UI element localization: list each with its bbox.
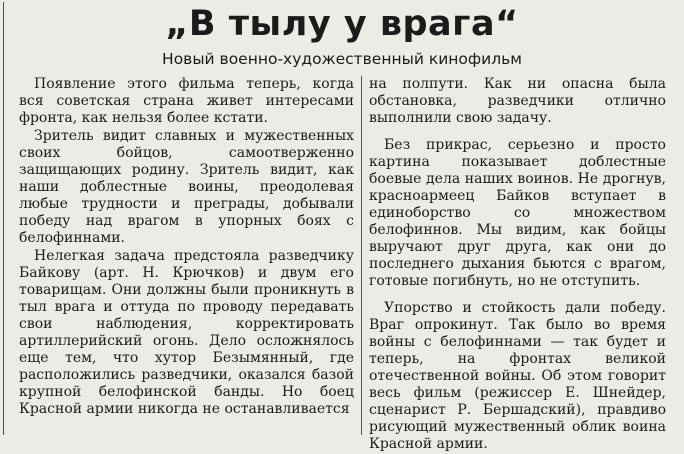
paragraph-heroes: Зритель видит славных и мужественных своих бойцов, самоотверженно защищающих родину. Зритель видит, как наши доблестные воины, преодолевая любые трудности и преграды, добывали победу над врагом в упорных боях с белофиннами.	[19, 128, 354, 246]
left-column	[19, 76, 354, 419]
article-title: „В тылу у врага“	[165, 4, 519, 44]
right-column	[369, 76, 666, 454]
paragraph-victory: Упорство и стойкость дали победу. Враг опрокинут. Так было во время войны с белофиннами — так будет и теперь, на фронтах великой отечественной войны. Об этом говорит весь фильм (режиссер Е. Шнейдер, сценарист Р. Бершадский), правдиво рисующий мужественный облик воина Красной армии.	[369, 300, 666, 452]
paragraph-continuation: на полпути. Как ни опасна была обстановка, разведчики отлично выполнили свою задачу.	[369, 76, 666, 126]
paragraph-mission: Нелегкая задача предстояла разведчику Байкову (арт. Н. Крючков) и двум его товарищам. Они должны были проникнуть в тыл врага и оттуда по проводу передавать свои наблюдения, корректировать артиллерийский огонь. Дело осложнялось еще тем, что хутор Безымянный, где расположились разведчики, оказался базой крупной белофинской банды. Но боец Красной армии никогда не останавливается	[19, 248, 354, 417]
paragraph-combat: Без прикрас, серьезно и просто картина показывает доблестные боевые дела наших воинов. Не дрогнув, красноармеец Байков вступает в единоборство со множеством белофиннов. Мы видим, как бойцы выручают друг друга, как они до последнего дыхания бьются с врагом, готовые погибнуть, но не отступить.	[369, 137, 666, 289]
article-subtitle: Новый военно-художественный кинофильм	[162, 50, 522, 68]
paragraph-intro: Появление этого фильма теперь, когда вся советская страна живет интересами фронта, как нельзя более кстати.	[19, 76, 354, 126]
column-divider	[361, 76, 362, 435]
